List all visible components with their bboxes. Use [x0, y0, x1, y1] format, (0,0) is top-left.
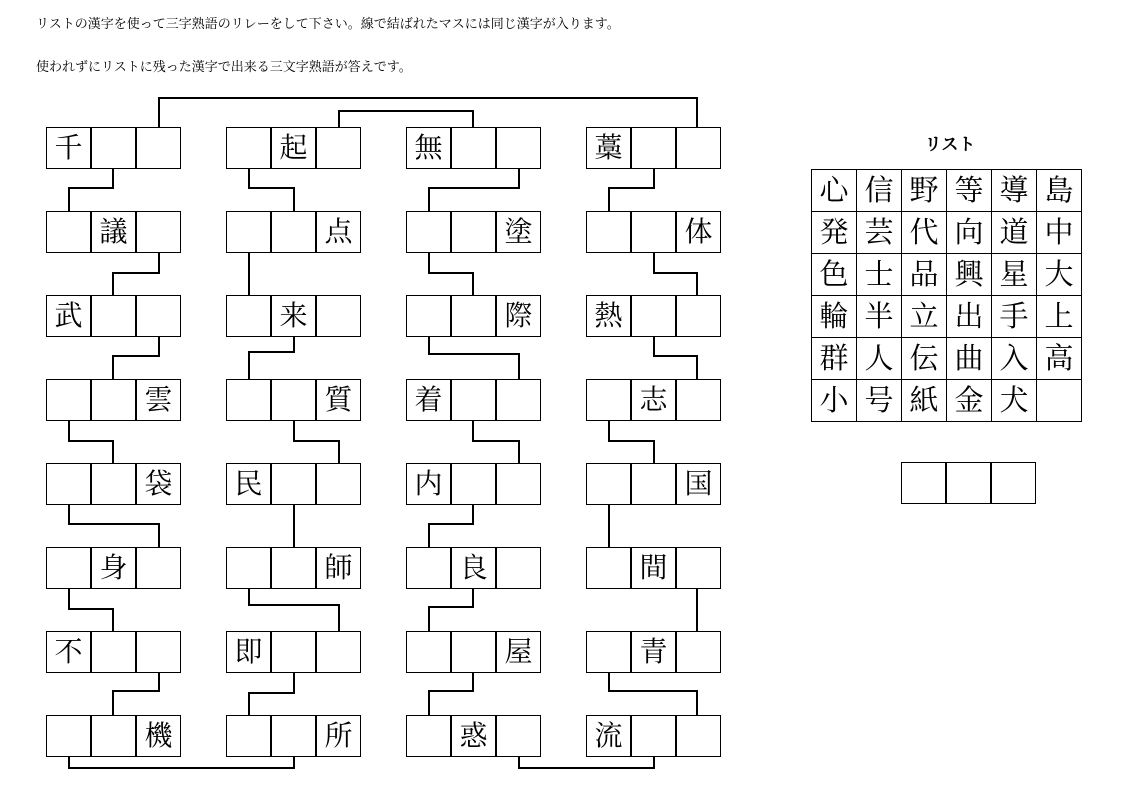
puzzle-cell[interactable]: [136, 127, 181, 169]
list-kanji-cell[interactable]: 道: [991, 211, 1037, 254]
puzzle-cell[interactable]: [136, 211, 181, 253]
list-kanji-cell[interactable]: 士: [856, 253, 902, 296]
puzzle-cell[interactable]: 即: [226, 631, 271, 673]
connector-line: [69, 589, 113, 631]
puzzle-cell[interactable]: [451, 211, 496, 253]
list-kanji-cell[interactable]: [1036, 379, 1082, 422]
list-kanji-cell[interactable]: 芸: [856, 211, 902, 254]
connector-line: [294, 421, 339, 463]
puzzle-cell[interactable]: [676, 631, 721, 673]
list-kanji-cell[interactable]: 紙: [901, 379, 947, 422]
puzzle-cell[interactable]: [631, 127, 676, 169]
list-kanji-cell[interactable]: 導: [991, 169, 1037, 212]
connector-line: [69, 421, 113, 463]
puzzle-cell[interactable]: [136, 295, 181, 337]
puzzle-cell[interactable]: [496, 547, 541, 589]
puzzle-cell[interactable]: 内: [406, 463, 451, 505]
connector-line: [609, 673, 697, 715]
instruction-line-2: 使われずにリストに残った漢字で出来る三文字熟語が答えです。: [36, 60, 412, 75]
puzzle-cell[interactable]: [631, 463, 676, 505]
puzzle-cell[interactable]: [91, 463, 136, 505]
puzzle-cell[interactable]: [271, 631, 316, 673]
list-kanji-cell[interactable]: 金: [946, 379, 992, 422]
puzzle-cell[interactable]: [451, 127, 496, 169]
puzzle-cell[interactable]: [46, 379, 91, 421]
puzzle-cell[interactable]: [406, 715, 451, 757]
list-kanji-cell[interactable]: 品: [901, 253, 947, 296]
list-kanji-cell[interactable]: 大: [1036, 253, 1082, 296]
puzzle-cell[interactable]: [631, 715, 676, 757]
list-kanji-cell[interactable]: 等: [946, 169, 992, 212]
connector-line: [429, 337, 519, 379]
list-kanji-cell[interactable]: 発: [811, 211, 857, 254]
list-kanji-cell[interactable]: 号: [856, 379, 902, 422]
connector-line: [429, 589, 473, 631]
puzzle-cell[interactable]: [46, 715, 91, 757]
connector-line: [519, 757, 654, 768]
puzzle-cell[interactable]: 民: [226, 463, 271, 505]
list-kanji-cell[interactable]: 小: [811, 379, 857, 422]
puzzle-cell[interactable]: 熱: [586, 295, 631, 337]
puzzle-cell[interactable]: 質: [316, 379, 361, 421]
puzzle-cell[interactable]: [46, 463, 91, 505]
puzzle-cell[interactable]: 藁: [586, 127, 631, 169]
puzzle-cell[interactable]: 体: [676, 211, 721, 253]
puzzle-cell[interactable]: 志: [631, 379, 676, 421]
puzzle-cell[interactable]: 国: [676, 463, 721, 505]
connector-line: [654, 337, 697, 379]
connector-line: [654, 253, 697, 295]
puzzle-cell[interactable]: [496, 715, 541, 757]
list-kanji-cell[interactable]: 向: [946, 211, 992, 254]
answer-cell[interactable]: [901, 462, 946, 504]
puzzle-cell[interactable]: [631, 211, 676, 253]
puzzle-cell[interactable]: [496, 127, 541, 169]
puzzle-cell[interactable]: [46, 547, 91, 589]
puzzle-cell[interactable]: [316, 295, 361, 337]
puzzle-cell[interactable]: [226, 211, 271, 253]
puzzle-cell[interactable]: 無: [406, 127, 451, 169]
puzzle-cell[interactable]: [406, 295, 451, 337]
puzzle-cell[interactable]: [91, 379, 136, 421]
connector-line: [249, 337, 294, 379]
answer-cell[interactable]: [946, 462, 991, 504]
connector-line: [249, 589, 339, 631]
puzzle-cell[interactable]: 起: [271, 127, 316, 169]
list-kanji-cell[interactable]: 中: [1036, 211, 1082, 254]
puzzle-cell[interactable]: [496, 379, 541, 421]
connector-line: [609, 169, 654, 211]
puzzle-cell[interactable]: 青: [631, 631, 676, 673]
list-kanji-cell[interactable]: 信: [856, 169, 902, 212]
puzzle-cell[interactable]: 点: [316, 211, 361, 253]
puzzle-cell[interactable]: [91, 127, 136, 169]
connector-line: [69, 169, 113, 211]
puzzle-cell[interactable]: 屋: [496, 631, 541, 673]
puzzle-cell[interactable]: [226, 127, 271, 169]
connector-line: [113, 337, 159, 379]
list-kanji-cell[interactable]: 人: [856, 337, 902, 380]
puzzle-cell[interactable]: [586, 211, 631, 253]
list-kanji-cell[interactable]: 上: [1036, 295, 1082, 338]
puzzle-cell[interactable]: [91, 715, 136, 757]
puzzle-cell[interactable]: 塗: [496, 211, 541, 253]
puzzle-cell[interactable]: 間: [631, 547, 676, 589]
puzzle-cell[interactable]: [316, 463, 361, 505]
list-kanji-cell[interactable]: 犬: [991, 379, 1037, 422]
puzzle-cell[interactable]: [91, 631, 136, 673]
puzzle-cell[interactable]: [316, 127, 361, 169]
connector-line: [249, 673, 294, 715]
puzzle-cell[interactable]: [136, 631, 181, 673]
puzzle-cell[interactable]: [406, 547, 451, 589]
answer-cell[interactable]: [991, 462, 1036, 504]
puzzle-cell[interactable]: 議: [91, 211, 136, 253]
connector-line: [339, 111, 473, 127]
connector-line: [113, 673, 159, 715]
puzzle-cell[interactable]: [406, 631, 451, 673]
puzzle-cell[interactable]: 千: [46, 127, 91, 169]
puzzle-cell[interactable]: 師: [316, 547, 361, 589]
puzzle-cell[interactable]: [271, 379, 316, 421]
list-kanji-cell[interactable]: 興: [946, 253, 992, 296]
puzzle-cell[interactable]: [586, 631, 631, 673]
puzzle-cell[interactable]: [271, 547, 316, 589]
list-kanji-cell[interactable]: 出: [946, 295, 992, 338]
puzzle-cell[interactable]: [586, 547, 631, 589]
puzzle-cell[interactable]: [586, 379, 631, 421]
connector-line: [609, 421, 654, 463]
instruction-line-1: リストの漢字を使って三字熟語のリレーをして下さい。線で結ばれたマスには同じ漢字が入ります。: [36, 17, 620, 32]
puzzle-cell[interactable]: [136, 547, 181, 589]
puzzle-cell[interactable]: [676, 127, 721, 169]
list-title: リスト: [924, 135, 976, 155]
puzzle-cell[interactable]: [226, 295, 271, 337]
list-kanji-cell[interactable]: 輪: [811, 295, 857, 338]
puzzle-cell[interactable]: 良: [451, 547, 496, 589]
connector-line: [113, 253, 159, 295]
puzzle-cell[interactable]: 来: [271, 295, 316, 337]
puzzle-cell[interactable]: [451, 295, 496, 337]
list-kanji-cell[interactable]: 島: [1036, 169, 1082, 212]
puzzle-cell[interactable]: 身: [91, 547, 136, 589]
puzzle-cell[interactable]: [586, 463, 631, 505]
connector-line: [159, 98, 697, 127]
list-kanji-cell[interactable]: 手: [991, 295, 1037, 338]
puzzle-cell[interactable]: [271, 463, 316, 505]
puzzle-cell[interactable]: 袋: [136, 463, 181, 505]
puzzle-cell[interactable]: [451, 379, 496, 421]
puzzle-cell[interactable]: [226, 379, 271, 421]
list-kanji-cell[interactable]: 色: [811, 253, 857, 296]
puzzle-cell[interactable]: 着: [406, 379, 451, 421]
connector-line: [429, 673, 473, 715]
puzzle-cell[interactable]: [406, 211, 451, 253]
puzzle-cell[interactable]: 惑: [451, 715, 496, 757]
puzzle-cell[interactable]: [226, 715, 271, 757]
connector-line: [429, 169, 519, 211]
puzzle-cell[interactable]: 武: [46, 295, 91, 337]
connector-line: [429, 253, 473, 295]
connector-line: [473, 421, 519, 463]
list-kanji-cell[interactable]: 入: [991, 337, 1037, 380]
list-kanji-cell[interactable]: 高: [1036, 337, 1082, 380]
list-kanji-cell[interactable]: 立: [901, 295, 947, 338]
puzzle-cell[interactable]: 不: [46, 631, 91, 673]
puzzle-cell[interactable]: [676, 715, 721, 757]
list-kanji-cell[interactable]: 曲: [946, 337, 992, 380]
puzzle-cell[interactable]: 機: [136, 715, 181, 757]
list-kanji-cell[interactable]: 群: [811, 337, 857, 380]
puzzle-cell[interactable]: [676, 295, 721, 337]
connector-line: [249, 169, 294, 211]
puzzle-cell[interactable]: [271, 715, 316, 757]
puzzle-cell[interactable]: [271, 211, 316, 253]
puzzle-cell[interactable]: 際: [496, 295, 541, 337]
puzzle-cell[interactable]: [226, 547, 271, 589]
list-kanji-cell[interactable]: 星: [991, 253, 1037, 296]
puzzle-cell[interactable]: [451, 463, 496, 505]
list-kanji-cell[interactable]: 代: [901, 211, 947, 254]
puzzle-cell[interactable]: 流: [586, 715, 631, 757]
list-kanji-cell[interactable]: 伝: [901, 337, 947, 380]
connector-line: [69, 505, 159, 547]
puzzle-cell[interactable]: [631, 295, 676, 337]
puzzle-cell[interactable]: 所: [316, 715, 361, 757]
puzzle-cell[interactable]: [46, 211, 91, 253]
puzzle-cell[interactable]: [676, 379, 721, 421]
puzzle-cell[interactable]: [451, 631, 496, 673]
connector-line: [69, 757, 294, 768]
list-kanji-cell[interactable]: 心: [811, 169, 857, 212]
puzzle-cell[interactable]: 雲: [136, 379, 181, 421]
puzzle-cell[interactable]: [496, 463, 541, 505]
list-kanji-cell[interactable]: 半: [856, 295, 902, 338]
puzzle-cell[interactable]: [676, 547, 721, 589]
list-kanji-cell[interactable]: 野: [901, 169, 947, 212]
connector-line: [429, 505, 473, 547]
puzzle-cell[interactable]: [91, 295, 136, 337]
puzzle-cell[interactable]: [316, 631, 361, 673]
